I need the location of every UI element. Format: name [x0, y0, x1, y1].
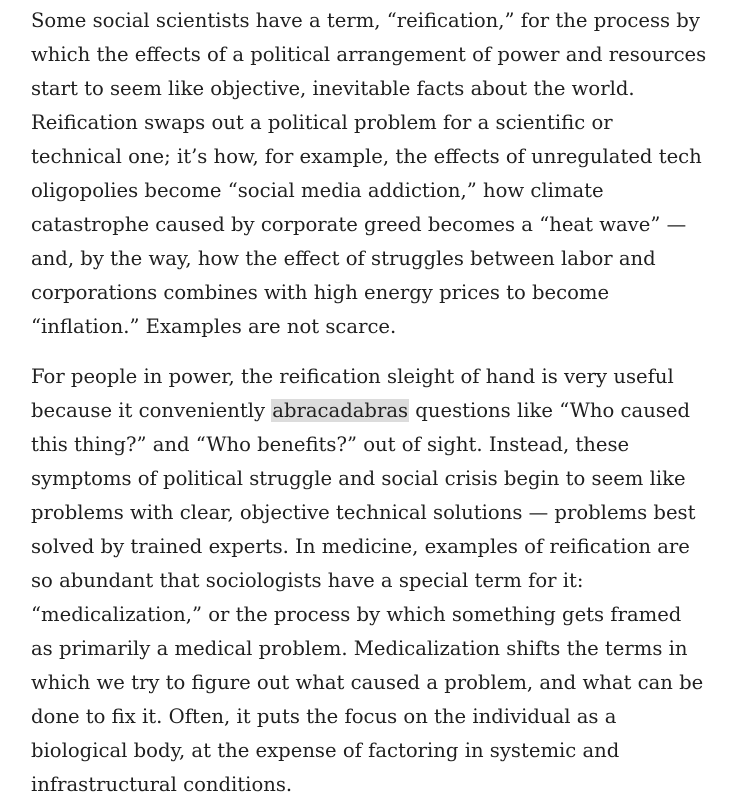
highlighted-word[interactable]: abracadabras: [272, 399, 409, 422]
text-line: start to seem like objective, inevitable facts about the world.: [31, 77, 635, 100]
text-line: which we try to figure out what caused a problem, and what can be: [31, 671, 704, 694]
text-line: so abundant that sociologists have a special term for it:: [31, 569, 584, 592]
text-line: Some social scientists have a term, “reification,” for the process by: [31, 9, 700, 32]
text-line: this thing?” and “Who benefits?” out of sight. Instead, these: [31, 433, 630, 456]
text-line: “inflation.” Examples are not scarce.: [31, 315, 397, 338]
paragraph-1: [31, 4, 731, 344]
text-line-with-highlight: [31, 394, 731, 428]
text-line: solved by trained experts. In medicine, examples of reification are: [31, 535, 690, 558]
text-segment: questions like “Who caused: [409, 399, 691, 422]
text-line: and, by the way, how the effect of struggles between labor and: [31, 247, 656, 270]
text-line: oligopolies become “social media addiction,” how climate: [31, 179, 604, 202]
text-line: technical one; it’s how, for example, the effects of unregulated tech: [31, 145, 702, 168]
text-line: Reification swaps out a political problem for a scientific or: [31, 111, 613, 134]
text-line: as primarily a medical problem. Medicalization shifts the terms in: [31, 637, 688, 660]
paragraph-2: [31, 360, 731, 802]
text-line: done to fix it. Often, it puts the focus on the individual as a: [31, 705, 617, 728]
text-line: corporations combines with high energy prices to become: [31, 281, 610, 304]
text-line: catastrophe caused by corporate greed becomes a “heat wave” —: [31, 213, 687, 236]
article-body: [31, 4, 731, 802]
text-segment: because it conveniently: [31, 399, 272, 422]
text-line: “medicalization,” or the process by which something gets framed: [31, 603, 682, 626]
paragraph-spacer: [31, 344, 731, 360]
text-line: symptoms of political struggle and social crisis begin to seem like: [31, 467, 686, 490]
text-line: infrastructural conditions.: [31, 773, 293, 796]
text-line: problems with clear, objective technical solutions — problems best: [31, 501, 696, 524]
text-line: For people in power, the reification sleight of hand is very useful: [31, 365, 674, 388]
text-line: which the effects of a political arrangement of power and resources: [31, 43, 707, 66]
text-line: biological body, at the expense of factoring in systemic and: [31, 739, 620, 762]
